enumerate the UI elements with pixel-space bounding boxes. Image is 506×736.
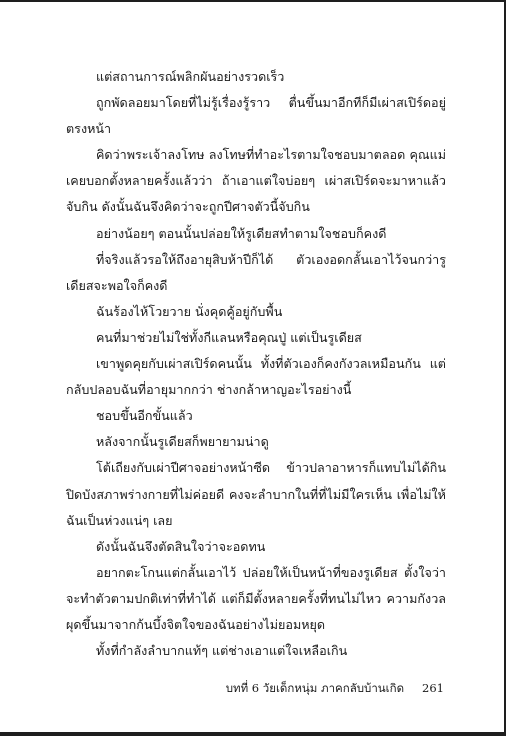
page-footer bbox=[226, 680, 444, 696]
paragraph: หลังจากนั้นรูเดียสก็พยายามน่าดู bbox=[96, 434, 269, 450]
paragraph: คนที่มาช่วยไม่ใช่ทั้งกีแลนหรือคุณปู่ แต่เป็นรูเดียส bbox=[96, 329, 362, 345]
paragraph: อย่างน้อยๆ ตอนนั้นปล่อยให้รูเดียสทำตามใจชอบก็คงดี bbox=[96, 225, 387, 241]
paragraph: เขาพูดคุยกับเผ่าสเปิร์ดคนนั้น ทั้งที่ตัวเองก็คงกังวลเหมือนกัน แต่กลับปลอบฉันที่อายุมากกว่า ช่างกล้าหาญอะไรอย่างนี้ bbox=[66, 356, 446, 398]
paragraph: คิดว่าพระเจ้าลงโทษ ลงโทษที่ทำอะไรตามใจชอบมาตลอด คุณแม่เคยบอกตั้งหลายครั้งแล้วว่า ถ้าเอาแต่ใจบ่อยๆ เผ่าสเปิร์ดจะมาหาแล้วจับกิน ดังนั้นฉันจึงคิดว่าจะถูกปีศาจตัวนี้จับกิน bbox=[66, 147, 446, 215]
paragraph: ชอบขึ้นอีกขั้นแล้ว bbox=[96, 408, 193, 424]
chapter-title: บทที่ 6 วัยเด็กหนุ่ม ภาคกลับบ้านเกิด bbox=[225, 681, 405, 695]
page-number: 261 bbox=[422, 681, 444, 695]
paragraph: ทั้งที่กำลังลำบากแท้ๆ แต่ช่างเอาแต่ใจเหลือเกิน bbox=[96, 643, 348, 659]
paragraph: แต่สถานการณ์พลิกผันอย่างรวดเร็ว bbox=[96, 69, 285, 84]
top-border bbox=[0, 0, 506, 2]
paragraph: ฉันร้องไห้โวยวาย นั่งคุดคู้อยู่กับพื้น bbox=[96, 303, 283, 319]
paragraph: ดังนั้นฉันจึงตัดสินใจว่าจะอดทน bbox=[96, 538, 266, 554]
page-body bbox=[66, 64, 446, 664]
bottom-border bbox=[0, 732, 506, 736]
paragraph: โต้เถียงกับเผ่าปีศาจอย่างหน้าซีด ข้าวปลาอาหารก็แทบไม่ได้กิน ปิดบังสภาพร่างกายที่ไม่ค่อยดี คงจะลำบากในที่ที่ไม่มีใครเห็น เพื่อไม่ให้ฉันเป็นห่วงแน่ๆ เลย bbox=[66, 460, 446, 528]
paragraph: ที่จริงแล้วรอให้ถึงอายุสิบห้าปีก็ได้ ตัวเองอดกลั้นเอาไว้จนกว่ารูเดียสจะพอใจก็คงดี bbox=[66, 251, 446, 293]
paragraph: อยากตะโกนแต่กลั้นเอาไว้ ปล่อยให้เป็นหน้าที่ของรูเดียส ตั้งใจว่าจะทำตัวตามปกติเท่าที่ทำได้ แต่ก็มีตั้งหลายครั้งที่ทนไม่ไหว ความกังวลผุดขึ้นมาจากก้นบึ้งจิตใจของฉันอย่างไม่ยอมหยุด bbox=[66, 564, 446, 632]
paragraph: ถูกพัดลอยมาโดยที่ไม่รู้เรื่องรู้ราว ตื่นขึ้นมาอีกทีก็มีเผ่าสเปิร์ดอยู่ตรงหน้า bbox=[66, 95, 446, 137]
